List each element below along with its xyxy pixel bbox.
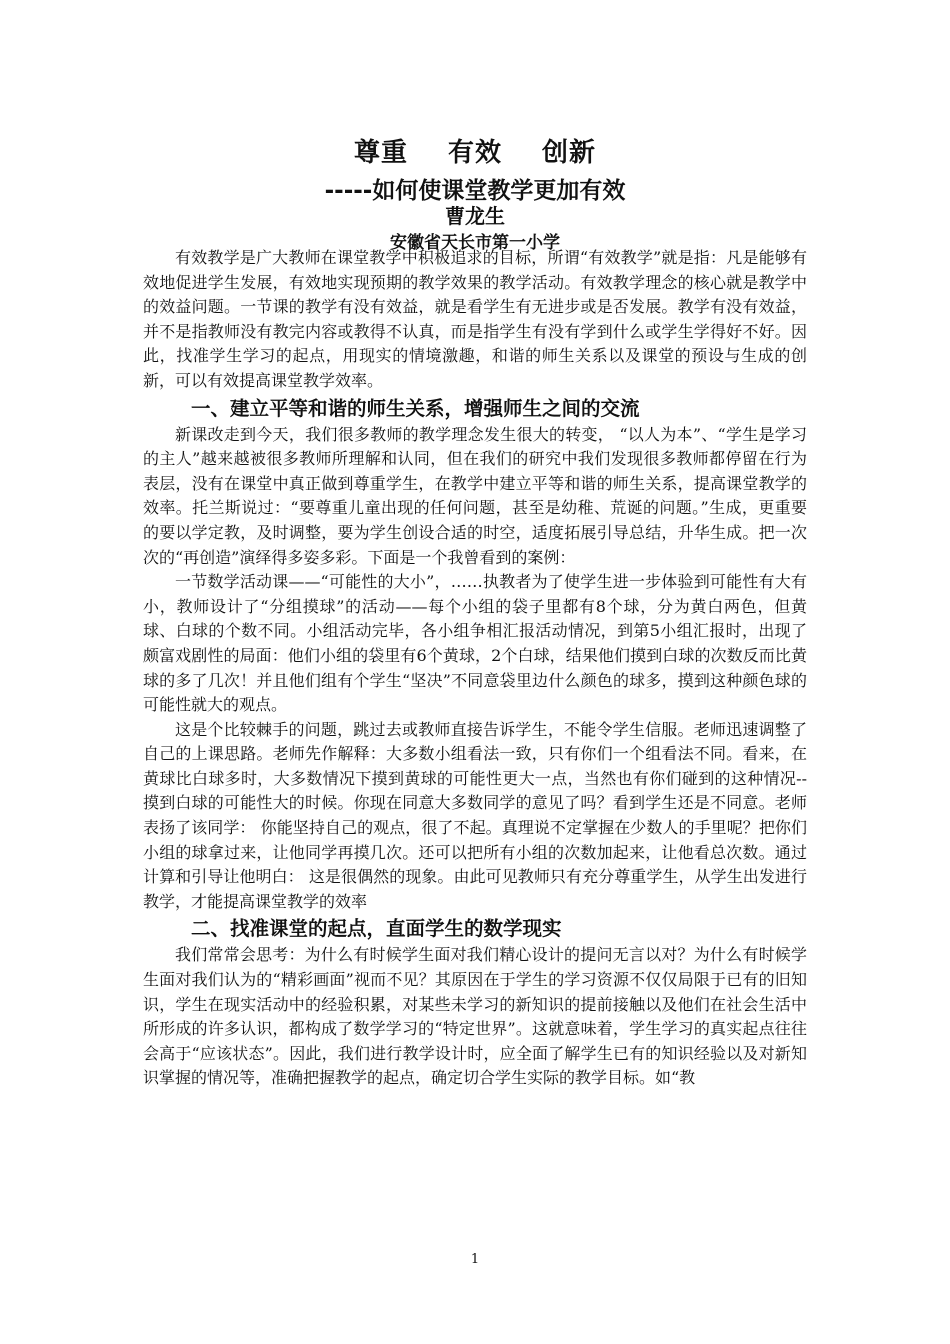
author-name: 曹龙生: [445, 204, 505, 228]
article-body: [143, 246, 807, 1091]
page-number: 1: [470, 1252, 480, 1267]
section1-paragraph-3: 这是个比较棘手的问题，跳过去或教师直接告诉学生，不能令学生信服。老师迅速调整了自己的上课思路。老师先作解释：大多数小组看法一致，只有你们一个组看法不同。看来，在黄球比白球多时，大多数情况下摸到黄球的可能性更大一点，当然也有你们碰到的这种情况--摸到白球的可能性大的时候。你现在同意大多数同学的意见了吗？看到学生还是不同意。老师表扬了该同学： 你能坚持自己的观点，很了不起。真理说不定掌握在少数人的手里呢？把你们小组的球拿过来，让他同学再摸几次。还可以把所有小组的次数加起来，让他看总次数。通过计算和引导让他明白： 这是很偶然的现象。由此可见教师只有充分尊重学生，从学生出发进行教学，才能提高课堂教学的效率: [143, 719, 807, 911]
author-affiliation: 安徽省天长市第一小学: [390, 233, 560, 253]
section2-paragraph-1: 我们常常会思考：为什么有时候学生面对我们精心设计的提问无言以对？为什么有时候学生面对我们认为的“精彩画面”视而不见？其原因在于学生的学习资源不仅仅局限于已有的旧知识，学生在现实活动中的经验积累，对某些未学习的新知识的提前接触以及他们在社会生活中所形成的许多认识，都构成了数学学习的“特定世界”。这就意味着，学生学习的真实起点往往会高于“应该状态”。因此，我们进行教学设计时，应全面了解学生已有的知识经验以及对新知识掌握的情况等，准确把握教学的起点，确定切合学生实际的教学目标。如“教: [143, 945, 807, 1088]
section1-paragraph-2: 一节数学活动课——“可能性的大小”，……执教者为了使学生进一步体验到可能性有大有小，教师设计了“分组摸球”的活动——每个小组的袋子里都有8个球，分为黄白两色，但黄球、白球的个数不同。小组活动完毕，各小组争相汇报活动情况，到第5小组汇报时，出现了颇富戏剧性的局面：他们小组的袋里有6个黄球，2个白球，结果他们摸到白球的次数反而比黄球的多了几次！并且他们组有个学生“坚决”不同意袋里边什么颜色的球多，摸到这种颜色球的可能性就大的观点。: [143, 572, 807, 715]
section1-paragraph-1: 新课改走到今天，我们很多教师的教学理念发生很大的转变， “以人为本”、“学生是学习的主人”越来越被很多教师所理解和认同，但在我们的研究中我们发现很多教师都停留在行为表层，没有在课堂中真正做到尊重学生，在教学中建立平等和谐的师生关系，提高课堂教学的效率。托兰斯说过：“要尊重儿童出现的任何问题，甚至是幼稚、荒诞的问题。”生成，更重要的要以学定教，及时调整，要为学生创设合适的时空，适度拓展引导总结，升华生成。把一次次的“再创造”演绎得多姿多彩。下面是一个我曾看到的案例：: [143, 424, 807, 567]
intro-paragraph: 有效教学是广大教师在课堂教学中积极追求的目标，所谓“有效教学”就是指：凡是能够有效地促进学生发展，有效地实现预期的教学效果的教学活动。有效教学理念的核心就是教学中的效益问题。一节课的教学有没有效益，就是看学生有无进步或是否发展。教学有没有效益，并不是指教师没有教完内容或教得不认真，而是指学生有没有学到什么或学生学得好不好。因此，找准学生学习的起点，用现实的情境激趣，和谐的师生关系以及课堂的预设与生成的创新，可以有效提高课堂教学效率。: [143, 248, 807, 390]
article-title: 尊重 有效 创新: [353, 138, 597, 168]
article-subtitle: -----如何使课堂教学更加有效: [324, 178, 626, 204]
section-heading-2: 二、找准课堂的起点，直面学生的数学现实: [191, 917, 562, 941]
section-heading-1: 一、建立平等和谐的师生关系，增强师生之间的交流: [191, 396, 640, 420]
